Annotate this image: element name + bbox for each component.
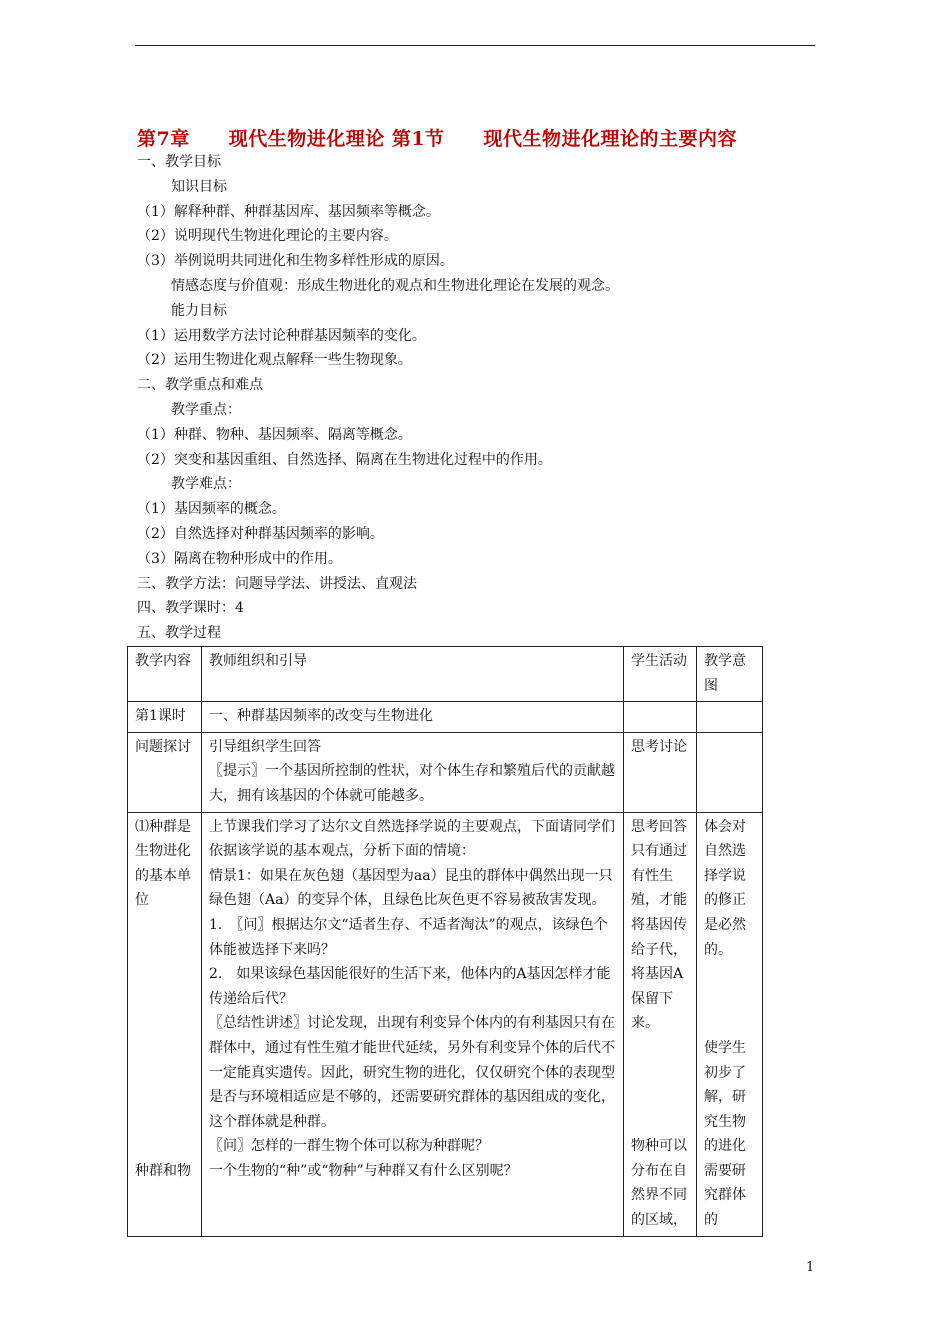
- paragraph: 〖提示〗一个基因所控制的性状，对个体生存和繁殖后代的贡献越大，拥有该基因的个体就可能越多。: [209, 763, 615, 804]
- paragraph: 2. 如果该绿色基因能很好的生活下来，他体内的A基因怎样才能传递给后代？: [209, 966, 611, 1007]
- document-title: 第7章 现代生物进化理论 第1节 现代生物进化理论的主要内容: [137, 128, 738, 150]
- text-line: （2）说明现代生物进化理论的主要内容。: [137, 228, 398, 245]
- text-line: 情感态度与价值观：形成生物进化的观点和生物进化理论在发展的观念。: [171, 277, 619, 294]
- cell-empty: [697, 702, 763, 733]
- content-subheading: 种群和物: [135, 1162, 191, 1179]
- text-line: （2）运用生物进化观点解释一些生物现象。: [137, 352, 412, 369]
- paragraph: 一个生物的“种”或“物种”与种群又有什么区别呢？: [209, 1162, 518, 1179]
- cell-lesson: 第1课时: [128, 702, 202, 733]
- cell-intent: [697, 732, 763, 812]
- text-line: 五、教学过程: [137, 625, 221, 642]
- header-intent: 教学意图: [697, 647, 763, 702]
- paragraph: 引导组织学生回答: [209, 738, 321, 755]
- text-line: 能力目标: [171, 302, 227, 319]
- objectives-section: [137, 150, 837, 646]
- text-line: （3）隔离在物种形成中的作用。: [137, 550, 342, 567]
- text-line: 四、教学课时：4: [137, 600, 244, 617]
- text-line: （2）突变和基因重组、自然选择、隔离在生物进化过程中的作用。: [137, 451, 552, 468]
- teaching-process-table: [127, 646, 763, 1237]
- paragraph: 〖问〗怎样的一群生物个体可以称为种群呢？: [209, 1138, 489, 1155]
- content-heading: ⑴种群是生物进化的基本单位: [135, 818, 191, 909]
- paragraph: 上节课我们学习了达尔文自然选择学说的主要观点，下面请同学们依据该学说的基本观点，分析下面的情境：: [209, 818, 615, 860]
- header-content: 教学内容: [128, 647, 202, 702]
- student-answer: 思考回答只有通过有性生殖，才能将基因传给子代，将基因A保留下来。: [631, 818, 687, 1032]
- text-line: （1）解释种群、种群基因库、基因频率等概念。: [137, 203, 440, 220]
- cell-empty: [624, 702, 697, 733]
- text-line: 教学难点：: [171, 476, 241, 493]
- paragraph: 1. 〖问〗根据达尔文“适者生存、不适者淘汰”的观点，该绿色个体能被选择下来吗？: [209, 916, 608, 958]
- text-line: 知识目标: [171, 178, 227, 195]
- text-line: 一、教学目标: [137, 154, 221, 170]
- cell-topic: 一、种群基因频率的改变与生物进化: [202, 702, 624, 733]
- text-line: （3）举例说明共同进化和生物多样性形成的原因。: [137, 253, 454, 270]
- text-line: 教学重点：: [171, 401, 241, 418]
- intent-text: 使学生初步了解，研究生物的进化需要研究群体的: [704, 1039, 746, 1229]
- text-line: （2）自然选择对种群基因频率的影响。: [137, 525, 384, 542]
- cell-teacher-guidance: [202, 732, 624, 812]
- header-rule: [135, 45, 815, 46]
- table-row: [128, 732, 763, 812]
- text-line: （1）运用数学方法讨论种群基因频率的变化。: [137, 327, 426, 344]
- student-answer: 物种可以分布在自然界不同的区域，: [631, 1138, 687, 1229]
- table-row: [128, 702, 763, 733]
- table-row: [128, 812, 763, 1236]
- page-number: 1: [806, 1260, 815, 1275]
- intent-text: 体会对自然选择学说的修正是必然的。: [704, 818, 746, 958]
- table-header-row: [128, 647, 763, 702]
- cell-student-activity: 思考讨论: [624, 732, 697, 812]
- cell-intent: [697, 812, 763, 1236]
- header-student: 学生活动: [624, 647, 697, 702]
- header-teacher: 教师组织和引导: [202, 647, 624, 702]
- text-line: （1）种群、物种、基因频率、隔离等概念。: [137, 426, 412, 443]
- cell-lesson: 问题探讨: [128, 732, 202, 812]
- paragraph: 〖总结性讲述〗讨论发现，出现有利变异个体内的有利基因只有在群体中，通过有性生殖才能世代延续，另外有利变异个体的后代不一定能真实遗传。因此，研究生物的进化，仅仅研究个体的表现型是否与环境相适应是不够的，还需要研究群体的基因组成的变化，这个群体就是种群。: [209, 1015, 615, 1130]
- paragraph: 情景1：如果在灰色翅（基因型为aa）昆虫的群体中偶然出现一只绿色翅（Aa）的变异个体，且绿色比灰色更不容易被敌害发现。: [209, 867, 613, 909]
- text-line: （1）基因频率的概念。: [137, 501, 286, 518]
- text-line: 二、教学重点和难点: [137, 377, 263, 394]
- cell-teacher-guidance: [202, 812, 624, 1236]
- cell-student-activity: [624, 812, 697, 1236]
- cell-content: [128, 812, 202, 1236]
- text-line: 三、教学方法：问题导学法、讲授法、直观法: [137, 575, 417, 592]
